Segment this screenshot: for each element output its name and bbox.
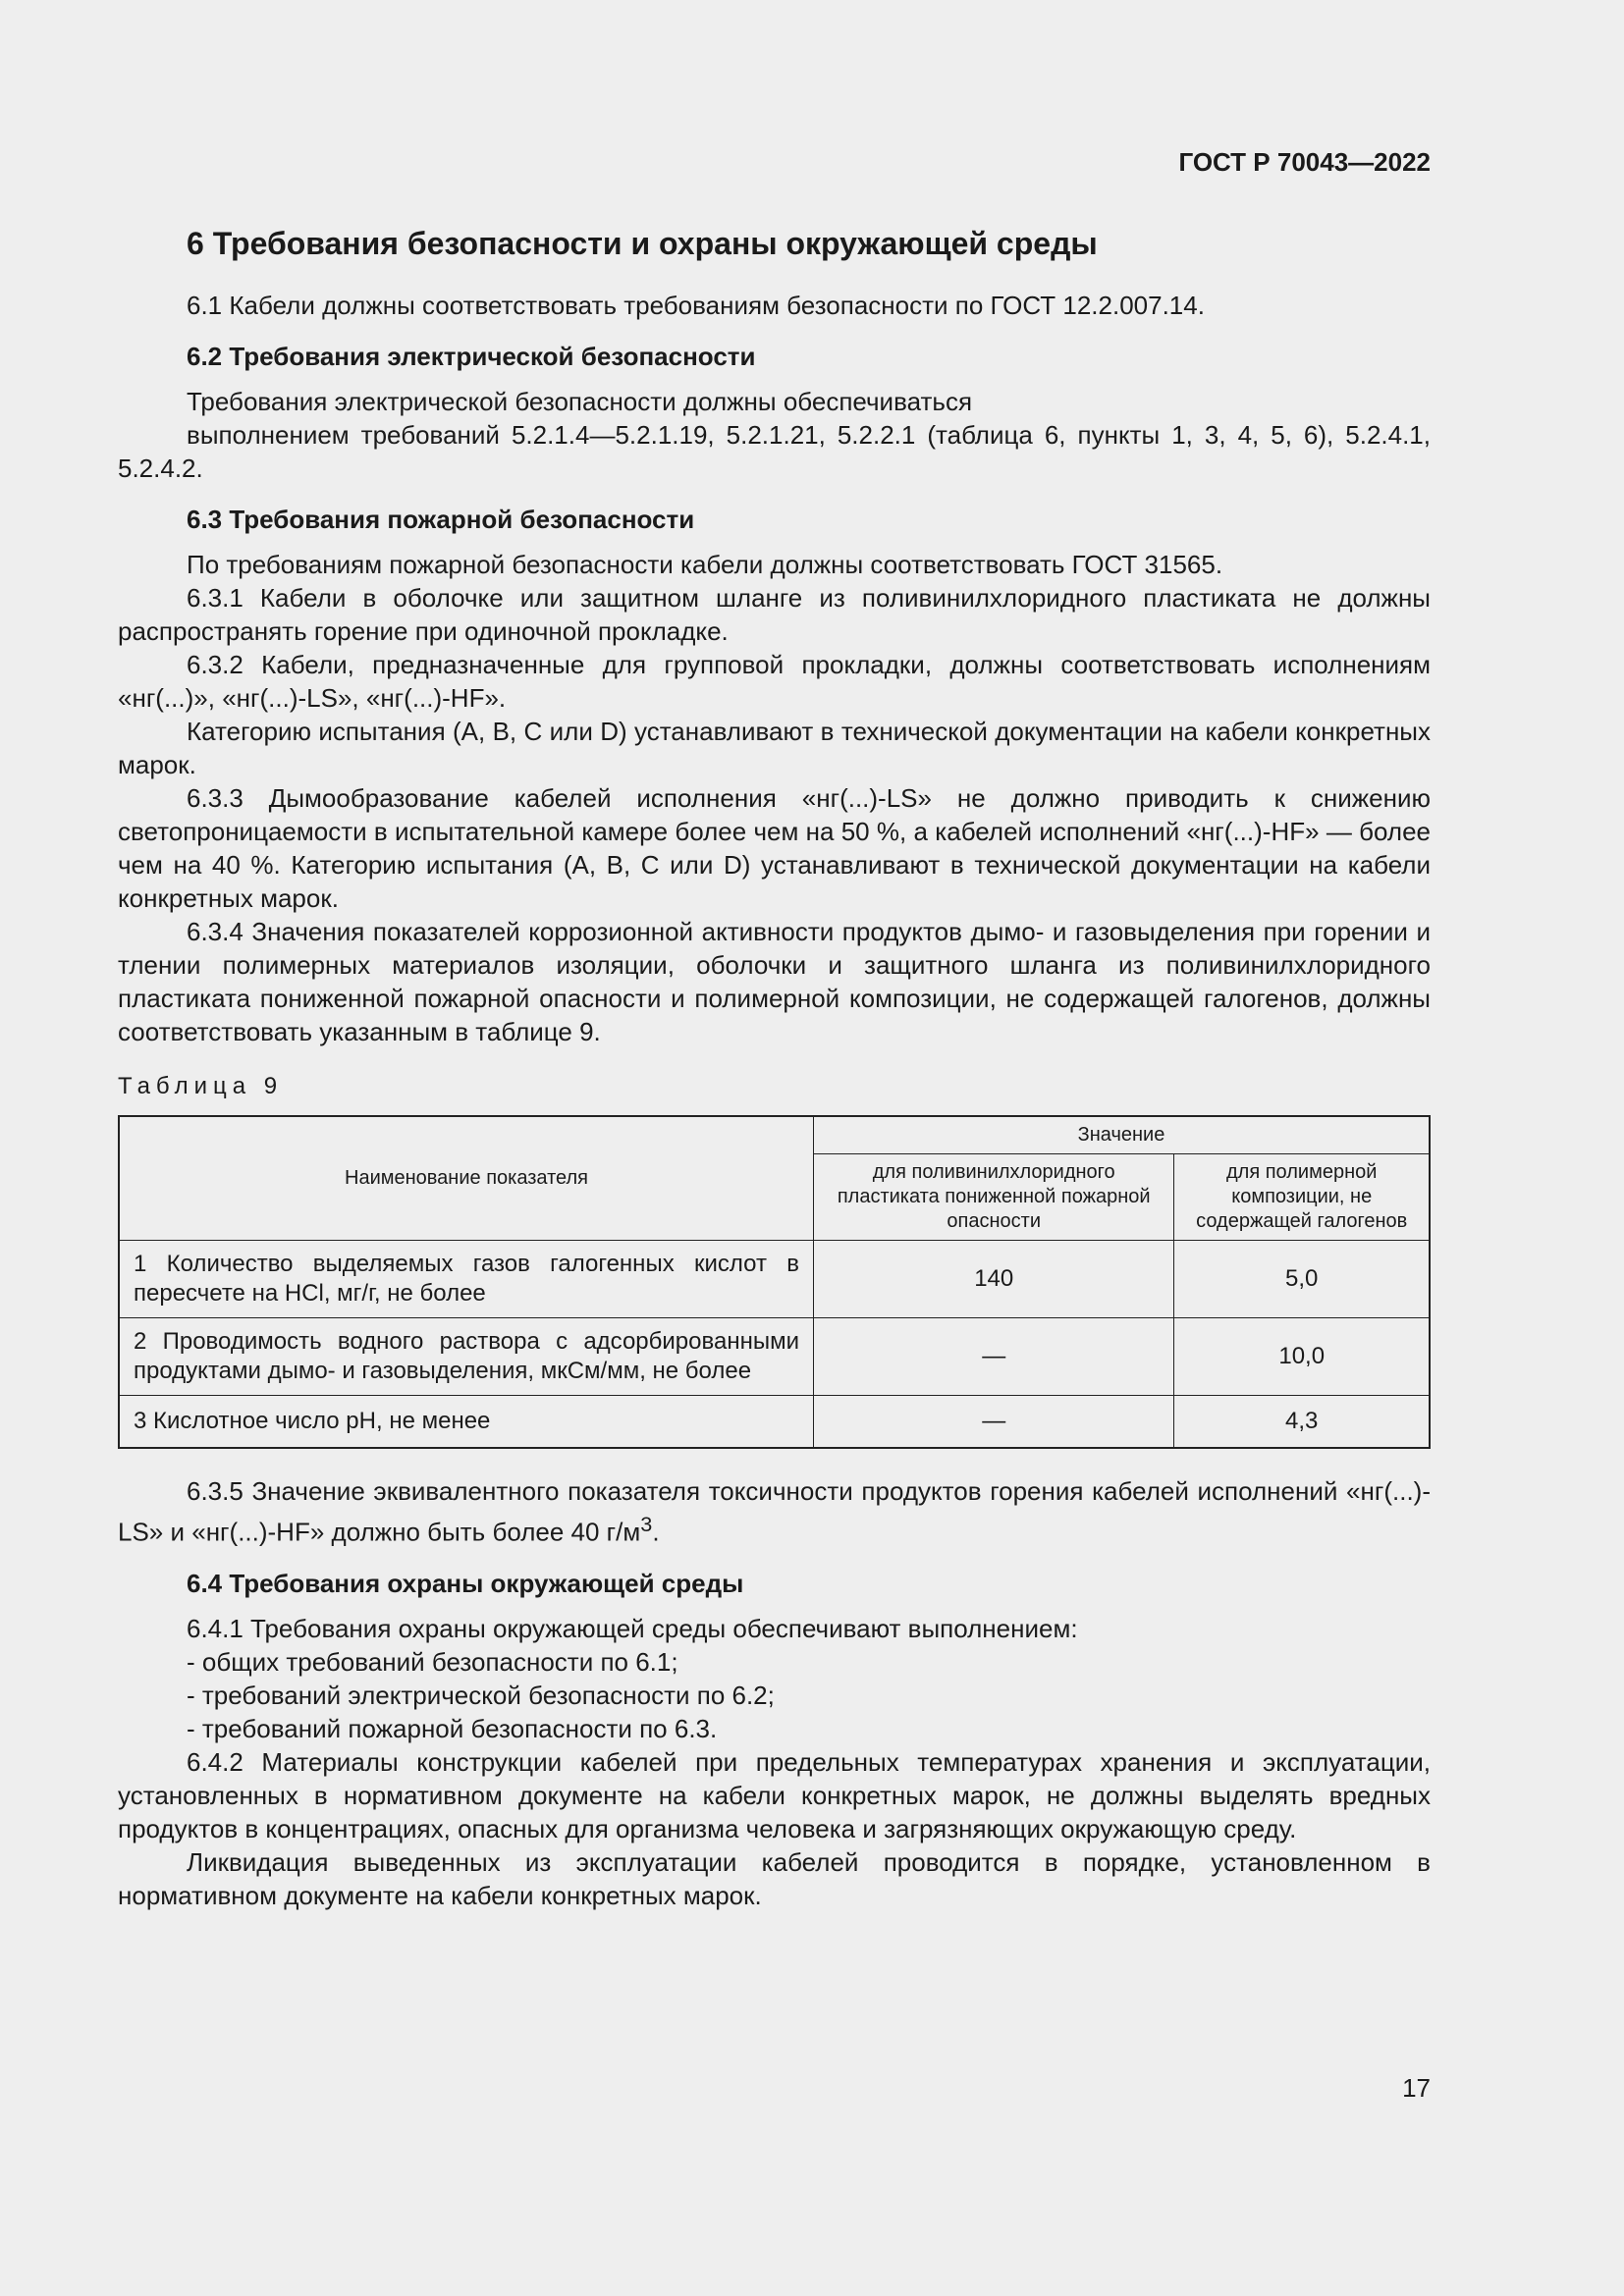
- header-value: Значение: [814, 1116, 1431, 1154]
- page-number: 17: [1402, 2073, 1431, 2103]
- page-content: [118, 224, 1431, 1912]
- paragraph-6-4-1: 6.4.1 Требования охраны окружающей среды обеспечивают выполнением:: [187, 1613, 1078, 1643]
- paragraph-6-2-line2: выполнением требований 5.2.1.4—5.2.1.19, 5.2.1.21, 5.2.2.1 (таблица 6, пункты 1, 3, 4, 5, 6), 5.2.4.1, 5.2.4.2.: [118, 420, 1431, 483]
- row-name: 2 Проводимость водного раствора с адсорбированными продуктами дымо- и газовыделения, мкСм/мм, не более: [119, 1318, 814, 1396]
- paragraph-6-3-3: 6.3.3 Дымообразование кабелей исполнения «нг(...)-LS» не должно приводить к снижению светопроницаемости в испытательной камере более чем на 50 %, а кабелей исполнений «нг(...)-HF» — более чем на 40 %. Категорию испытания (A, B, C или D) устанавливают в технической документации на кабели конкретных марок.: [118, 783, 1431, 913]
- paragraph-6-3-5: [118, 1474, 1431, 1549]
- row-value-halogen-free: 10,0: [1174, 1318, 1430, 1396]
- table-row: [119, 1318, 1430, 1396]
- row-name: 3 Кислотное число pH, не менее: [119, 1396, 814, 1449]
- table-row: [119, 1241, 1430, 1318]
- subsection-6-4-title: 6.4 Требования охраны окружающей среды: [187, 1568, 744, 1598]
- table-row: [119, 1396, 1430, 1449]
- row-value-halogen-free: 4,3: [1174, 1396, 1430, 1449]
- list-item: - общих требований безопасности по 6.1;: [187, 1646, 678, 1677]
- header-indicator-name: Наименование показателя: [119, 1116, 814, 1241]
- superscript-cube: 3: [640, 1512, 653, 1536]
- paragraph-6-3-1: 6.3.1 Кабели в оболочке или защитном шланге из поливинилхлоридного пластиката не должны распространять горение при одиночной прокладке.: [118, 583, 1431, 646]
- header-halogen-free: для полимерной композиции, не содержащей галогенов: [1174, 1154, 1430, 1241]
- row-value-pvc: 140: [814, 1241, 1174, 1318]
- paragraph-6-4-2-disposal: Ликвидация выведенных из эксплуатации кабелей проводится в порядке, установленном в нормативном документе на кабели конкретных марок.: [118, 1846, 1431, 1910]
- list-item: - требований электрической безопасности по 6.2;: [187, 1680, 775, 1710]
- subsection-6-3-title: 6.3 Требования пожарной безопасности: [187, 505, 695, 534]
- requirements-list: [118, 1645, 1431, 1745]
- paragraph-6-3-2: 6.3.2 Кабели, предназначенные для групповой прокладки, должны соответствовать исполнениям «нг(...)», «нг(...)-LS», «нг(...)-HF».: [118, 650, 1431, 713]
- list-item: - требований пожарной безопасности по 6.3.: [187, 1713, 718, 1743]
- document-code: ГОСТ Р 70043—2022: [1178, 147, 1431, 177]
- header-pvc: для поливинилхлоридного пластиката пониженной пожарной опасности: [814, 1154, 1174, 1241]
- row-name: 1 Количество выделяемых газов галогенных кислот в пересчете на HCl, мг/г, не более: [119, 1241, 814, 1318]
- paragraph-6-4-2: 6.4.2 Материалы конструкции кабелей при предельных температурах хранения и эксплуатации, установленных в нормативном документе на кабели конкретных марок, не должны выделять вредных продуктов в концентрациях, опасных для организма человека и загрязняющих окружающую среду.: [118, 1746, 1431, 1843]
- table-9: [118, 1115, 1431, 1449]
- row-value-halogen-free: 5,0: [1174, 1241, 1430, 1318]
- paragraph-6-3-5-text: 6.3.5 Значение эквивалентного показателя токсичности продуктов горения кабелей исполнений «нг(...)-LS» и «нг(...)-HF» должно быть более 40 г/м: [118, 1476, 1431, 1547]
- paragraph-6-1: 6.1 Кабели должны соответствовать требованиям безопасности по ГОСТ 12.2.007.14.: [187, 291, 1205, 320]
- paragraph-6-3-intro: По требованиям пожарной безопасности кабели должны соответствовать ГОСТ 31565.: [187, 550, 1223, 579]
- paragraph-6-2-line1: Требования электрической безопасности должны обеспечиваться: [187, 387, 973, 416]
- paragraph-6-3-4: 6.3.4 Значения показателей коррозионной активности продуктов дымо- и газовыделения при горении и тлении полимерных материалов изоляции, оболочки и защитного шланга из поливинилхлоридного пластиката пониженной пожарной опасности и полимерной композиции, не содержащей галогенов, должны соответствовать указанным в таблице 9.: [118, 917, 1431, 1046]
- paragraph-6-3-2-category: Категорию испытания (A, B, C или D) устанавливают в технической документации на кабели конкретных марок.: [118, 717, 1431, 779]
- row-value-pvc: —: [814, 1396, 1174, 1449]
- paragraph-6-3-5-end: .: [652, 1517, 660, 1547]
- subsection-6-2-title: 6.2 Требования электрической безопасности: [187, 342, 756, 371]
- section-title: 6 Требования безопасности и охраны окружающей среды: [187, 226, 1098, 261]
- row-value-pvc: —: [814, 1318, 1174, 1396]
- table-caption: Таблица 9: [118, 1073, 284, 1099]
